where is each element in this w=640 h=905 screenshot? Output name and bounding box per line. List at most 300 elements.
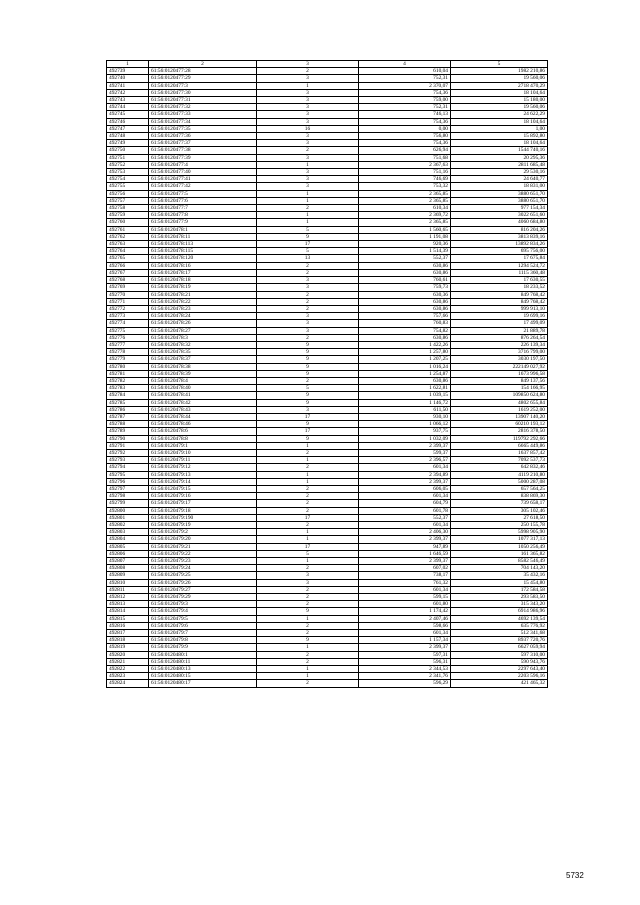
specific-value-cell: 598,66	[359, 622, 451, 629]
cadastral-value-cell: 18 233,52	[451, 284, 548, 291]
specific-value-cell: 1 254,87	[359, 370, 451, 377]
table-row	[107, 341, 548, 348]
cadastral-value-cell: 1544 740,16	[451, 147, 548, 154]
specific-value-cell: 760,83	[359, 320, 451, 327]
cadastral-number-cell: 61:56:0120479:12	[149, 464, 257, 471]
group-cell: 1	[257, 457, 359, 464]
row-number-cell: 492818	[107, 637, 149, 644]
row-number-cell: 492768	[107, 277, 149, 284]
row-number-cell: 492780	[107, 363, 149, 370]
table-row	[107, 615, 548, 622]
cadastral-number-cell: 61:56:0120478:22	[149, 298, 257, 305]
table-row	[107, 478, 548, 485]
table-row	[107, 97, 548, 104]
table-row	[107, 464, 548, 471]
specific-value-cell: 2 365,85	[359, 219, 451, 226]
cadastral-number-cell: 61:56:0120478:21	[149, 291, 257, 298]
row-number-cell: 492761	[107, 226, 149, 233]
group-cell: 1	[257, 666, 359, 673]
cadastral-number-cell: 61:56:0120479:25	[149, 572, 257, 579]
cadastral-number-cell: 61:56:0120478:24	[149, 313, 257, 320]
row-number-cell: 492764	[107, 248, 149, 255]
cadastral-number-cell: 61:56:0120478:11	[149, 233, 257, 240]
cadastral-number-cell: 61:56:0120479:190	[149, 514, 257, 521]
cadastral-value-cell: 6914 986,96	[451, 608, 548, 615]
row-number-cell: 492798	[107, 493, 149, 500]
cadastral-number-cell: 61:56:0120480:1	[149, 651, 257, 658]
cadastral-number-cell: 61:56:0120479:24	[149, 565, 257, 572]
specific-value-cell: 599,37	[359, 449, 451, 456]
cadastral-number-cell: 61:56:0120477:4	[149, 161, 257, 168]
cadastral-value-cell: 999 913,10	[451, 305, 548, 312]
cadastral-number-cell: 61:56:0120478:8	[149, 435, 257, 442]
cadastral-value-cell: 19 560,06	[451, 104, 548, 111]
row-number-cell: 492816	[107, 622, 149, 629]
cadastral-number-cell: 61:56:0120479:2	[149, 529, 257, 536]
table-body	[107, 68, 548, 687]
specific-value-cell: 601,34	[359, 630, 451, 637]
table-row	[107, 133, 548, 140]
cadastral-value-cell: 4802 655,84	[451, 399, 548, 406]
specific-value-cell: 937,75	[359, 428, 451, 435]
row-number-cell: 492812	[107, 594, 149, 601]
group-cell: 1	[257, 197, 359, 204]
group-cell: 1	[257, 536, 359, 543]
specific-value-cell: 596,29	[359, 680, 451, 687]
cadastral-number-cell: 61:56:0120478:4	[149, 377, 257, 384]
group-cell: 3	[257, 75, 359, 82]
row-number-cell: 492773	[107, 313, 149, 320]
cadastral-number-cell: 61:56:0120478:18	[149, 277, 257, 284]
row-number-cell: 492762	[107, 233, 149, 240]
cadastral-value-cell: 5998 905,90	[451, 529, 548, 536]
cadastral-number-cell: 61:56:0120480:15	[149, 673, 257, 680]
row-number-cell: 492749	[107, 140, 149, 147]
row-number-cell: 492797	[107, 485, 149, 492]
cadastral-value-cell: 18 104,64	[451, 89, 548, 96]
cadastral-number-cell: 61:56:0120479:22	[149, 550, 257, 557]
group-cell: 3	[257, 579, 359, 586]
cadastral-value-cell: 226 139,34	[451, 341, 548, 348]
cadastral-value-cell: 1,00	[451, 125, 548, 132]
cadastral-value-table	[106, 60, 548, 688]
specific-value-cell: 601,34	[359, 522, 451, 529]
cadastral-number-cell: 61:56:0120478:43	[149, 406, 257, 413]
table-row	[107, 89, 548, 96]
cadastral-number-cell: 61:56:0120479:5	[149, 615, 257, 622]
cadastral-number-cell: 61:56:0120477:30	[149, 89, 257, 96]
row-number-cell: 492784	[107, 392, 149, 399]
group-cell: 1	[257, 644, 359, 651]
specific-value-cell: 2 370,07	[359, 82, 451, 89]
specific-value-cell: 2 369,72	[359, 212, 451, 219]
group-cell: 2	[257, 601, 359, 608]
row-number-cell: 492774	[107, 320, 149, 327]
specific-value-cell: 754,36	[359, 89, 451, 96]
group-cell: 2	[257, 658, 359, 665]
row-number-cell: 492789	[107, 428, 149, 435]
specific-value-cell: 1 157,34	[359, 637, 451, 644]
specific-value-cell: 599,15	[359, 594, 451, 601]
cadastral-value-cell: 161 365,82	[451, 550, 548, 557]
specific-value-cell: 1 016,24	[359, 363, 451, 370]
specific-value-cell: 1 207,25	[359, 356, 451, 363]
group-cell: 1	[257, 82, 359, 89]
group-cell: 2	[257, 449, 359, 456]
cadastral-value-cell: 4119 210,80	[451, 471, 548, 478]
row-number-cell: 492739	[107, 68, 149, 75]
specific-value-cell: 752,31	[359, 75, 451, 82]
group-cell: 16	[257, 125, 359, 132]
group-cell: 3	[257, 97, 359, 104]
cadastral-value-cell: 29 530,16	[451, 169, 548, 176]
specific-value-cell: 2 406,30	[359, 529, 451, 536]
group-cell: 1	[257, 471, 359, 478]
group-cell: 1	[257, 673, 359, 680]
specific-value-cell: 751,68	[359, 154, 451, 161]
cadastral-value-cell: 8937 720,76	[451, 637, 548, 644]
group-cell: 3	[257, 140, 359, 147]
specific-value-cell: 610,04	[359, 68, 451, 75]
row-number-cell: 492805	[107, 543, 149, 550]
table-row	[107, 226, 548, 233]
table-row	[107, 572, 548, 579]
cadastral-number-cell: 61:56:0120479:8	[149, 637, 257, 644]
group-cell: 9	[257, 399, 359, 406]
specific-value-cell: 1 622,81	[359, 385, 451, 392]
specific-value-cell: 2 399,37	[359, 442, 451, 449]
cadastral-value-cell: 13907 140,20	[451, 413, 548, 420]
group-cell: 2	[257, 493, 359, 500]
group-cell: 9	[257, 356, 359, 363]
group-cell: 17	[257, 413, 359, 420]
table-row	[107, 385, 548, 392]
row-number-cell: 492813	[107, 601, 149, 608]
cadastral-value-cell: 642 832,46	[451, 464, 548, 471]
group-cell: 3	[257, 406, 359, 413]
cadastral-number-cell: 61:56:0120479:16	[149, 493, 257, 500]
cadastral-number-cell: 61:56:0120478:115	[149, 248, 257, 255]
specific-value-cell: 754,82	[359, 327, 451, 334]
specific-value-cell: 1 039,15	[359, 392, 451, 399]
group-cell: 1	[257, 442, 359, 449]
group-cell: 2	[257, 291, 359, 298]
row-number-cell: 492792	[107, 449, 149, 456]
row-number-cell: 492752	[107, 161, 149, 168]
group-cell: 2	[257, 522, 359, 529]
row-number-cell: 492815	[107, 615, 149, 622]
cadastral-value-cell: 849 768,42	[451, 291, 548, 298]
row-number-cell: 492817	[107, 630, 149, 637]
group-cell: 5	[257, 248, 359, 255]
row-number-cell: 492823	[107, 673, 149, 680]
cadastral-value-cell: 8582 546,49	[451, 558, 548, 565]
cadastral-value-cell: 849 768,42	[451, 298, 548, 305]
table-row	[107, 183, 548, 190]
table-row	[107, 255, 548, 262]
cadastral-value-cell: 1673 996,58	[451, 370, 548, 377]
cadastral-number-cell: 61:56:0120479:3	[149, 601, 257, 608]
cadastral-value-cell: 154 166,95	[451, 385, 548, 392]
cadastral-number-cell: 61:56:0120477:38	[149, 147, 257, 154]
specific-value-cell: 630,86	[359, 305, 451, 312]
cadastral-number-cell: 61:56:0120477:7	[149, 205, 257, 212]
cadastral-value-cell: 119792 292,66	[451, 435, 548, 442]
cadastral-value-cell: 3880 651,70	[451, 197, 548, 204]
specific-value-cell: 630,86	[359, 334, 451, 341]
row-number-cell: 492807	[107, 558, 149, 565]
row-number-cell: 492745	[107, 111, 149, 118]
group-cell: 1	[257, 219, 359, 226]
group-cell: 3	[257, 313, 359, 320]
row-number-cell: 492821	[107, 658, 149, 665]
specific-value-cell: 552,37	[359, 255, 451, 262]
table-row	[107, 125, 548, 132]
table-row	[107, 413, 548, 420]
header-col-3: 3	[257, 61, 359, 68]
row-number-cell: 492742	[107, 89, 149, 96]
group-cell: 2	[257, 205, 359, 212]
table-row	[107, 277, 548, 284]
specific-value-cell: 597,31	[359, 651, 451, 658]
specific-value-cell: 930,10	[359, 413, 451, 420]
cadastral-value-cell: 739 658,17	[451, 500, 548, 507]
table-row	[107, 212, 548, 219]
group-cell: 5	[257, 385, 359, 392]
cadastral-number-cell: 61:56:0120479:15	[149, 485, 257, 492]
cadastral-number-cell: 61:56:0120479:4	[149, 608, 257, 615]
cadastral-number-cell: 61:56:0120478:38	[149, 363, 257, 370]
cadastral-number-cell: 61:56:0120479:11	[149, 457, 257, 464]
row-number-cell: 492801	[107, 514, 149, 521]
group-cell: 9	[257, 421, 359, 428]
table-row	[107, 334, 548, 341]
cadastral-value-cell: 15 454,80	[451, 579, 548, 586]
group-cell: 3	[257, 320, 359, 327]
table-row	[107, 205, 548, 212]
group-cell: 1	[257, 529, 359, 536]
cadastral-value-cell: 27 618,50	[451, 514, 548, 521]
cadastral-number-cell: 61:56:0120478:27	[149, 327, 257, 334]
specific-value-cell: 601,78	[359, 507, 451, 514]
specific-value-cell: 630,36	[359, 291, 451, 298]
cadastral-value-cell: 24 622,29	[451, 111, 548, 118]
table-row	[107, 190, 548, 197]
row-number-cell: 492804	[107, 536, 149, 543]
group-cell: 2	[257, 464, 359, 471]
specific-value-cell: 1 422,26	[359, 341, 451, 348]
cadastral-number-cell: 61:56:0120479:9	[149, 644, 257, 651]
specific-value-cell: 610,34	[359, 205, 451, 212]
row-number-cell: 492777	[107, 341, 149, 348]
table-row	[107, 406, 548, 413]
group-cell: 2	[257, 334, 359, 341]
cadastral-value-cell: 35 432,16	[451, 572, 548, 579]
table-row	[107, 449, 548, 456]
table-row	[107, 118, 548, 125]
row-number-cell: 492800	[107, 507, 149, 514]
group-cell: 3	[257, 133, 359, 140]
specific-value-cell: 630,86	[359, 377, 451, 384]
cadastral-number-cell: 61:56:0120477:31	[149, 97, 257, 104]
cadastral-number-cell: 61:56:0120477:32	[149, 104, 257, 111]
cadastral-number-cell: 61:56:0120478:17	[149, 269, 257, 276]
group-cell: 3	[257, 104, 359, 111]
specific-value-cell: 0,00	[359, 125, 451, 132]
table-row	[107, 377, 548, 384]
group-cell: 3	[257, 89, 359, 96]
table-row	[107, 558, 548, 565]
row-number-cell: 492786	[107, 406, 149, 413]
cadastral-number-cell: 61:56:0120478:16	[149, 262, 257, 269]
table-row	[107, 457, 548, 464]
cadastral-number-cell: 61:56:0120479:10	[149, 449, 257, 456]
specific-value-cell: 753,32	[359, 183, 451, 190]
specific-value-cell: 2 367,63	[359, 161, 451, 168]
group-cell: 2	[257, 594, 359, 601]
row-number-cell: 492747	[107, 125, 149, 132]
cadastral-number-cell: 61:56:0120478:44	[149, 413, 257, 420]
group-cell: 3	[257, 118, 359, 125]
group-cell: 9	[257, 341, 359, 348]
cadastral-number-cell: 61:56:0120477:34	[149, 118, 257, 125]
cadastral-value-cell: 6665 449,86	[451, 442, 548, 449]
table-row	[107, 586, 548, 593]
specific-value-cell: 757,66	[359, 313, 451, 320]
table-row	[107, 493, 548, 500]
cadastral-value-cell: 512 341,68	[451, 630, 548, 637]
cadastral-value-cell: 3716 799,00	[451, 349, 548, 356]
specific-value-cell: 1 191,08	[359, 233, 451, 240]
cadastral-value-cell: 7092 537,73	[451, 457, 548, 464]
table-row	[107, 197, 548, 204]
row-number-cell: 492788	[107, 421, 149, 428]
specific-value-cell: 2 399,37	[359, 536, 451, 543]
cadastral-value-cell: 172 584,58	[451, 586, 548, 593]
table-row	[107, 349, 548, 356]
table-row	[107, 327, 548, 334]
specific-value-cell: 920,36	[359, 241, 451, 248]
cadastral-value-cell: 1115 360,48	[451, 269, 548, 276]
group-cell: 2	[257, 262, 359, 269]
specific-value-cell: 751,16	[359, 169, 451, 176]
row-number-cell: 492760	[107, 219, 149, 226]
table-row	[107, 233, 548, 240]
cadastral-value-cell: 18 104,64	[451, 118, 548, 125]
specific-value-cell: 630,86	[359, 269, 451, 276]
group-cell: 9	[257, 233, 359, 240]
specific-value-cell: 1 146,72	[359, 399, 451, 406]
cadastral-number-cell: 61:56:0120477:9	[149, 219, 257, 226]
cadastral-number-cell: 61:56:0120478:41	[149, 392, 257, 399]
specific-value-cell: 604,79	[359, 500, 451, 507]
row-number-cell: 492754	[107, 176, 149, 183]
cadastral-number-cell: 61:56:0120478:26	[149, 320, 257, 327]
table-row	[107, 622, 548, 629]
group-cell: 2	[257, 565, 359, 572]
cadastral-number-cell: 61:56:0120479:7	[149, 630, 257, 637]
cadastral-number-cell: 61:56:0120478:23	[149, 305, 257, 312]
header-col-2: 2	[149, 61, 257, 68]
row-number-cell: 492743	[107, 97, 149, 104]
cadastral-number-cell: 61:56:0120477:3	[149, 82, 257, 89]
specific-value-cell: 2 396,57	[359, 457, 451, 464]
page-number: 5732	[566, 871, 584, 880]
specific-value-cell: 2 399,37	[359, 558, 451, 565]
cadastral-number-cell: 61:56:0120480:13	[149, 666, 257, 673]
row-number-cell: 492802	[107, 522, 149, 529]
cadastral-value-cell: 293 583,50	[451, 594, 548, 601]
row-number-cell: 492783	[107, 385, 149, 392]
cadastral-value-cell: 19 560,06	[451, 75, 548, 82]
group-cell: 2	[257, 377, 359, 384]
specific-value-cell: 760,61	[359, 277, 451, 284]
header-col-1: 1	[107, 61, 149, 68]
group-cell: 1	[257, 558, 359, 565]
cadastral-value-cell: 838 869,30	[451, 493, 548, 500]
cadastral-value-cell: 1294 524,72	[451, 262, 548, 269]
specific-value-cell: 756,80	[359, 133, 451, 140]
row-number-cell: 492740	[107, 75, 149, 82]
cadastral-value-cell: 2811 685,48	[451, 161, 548, 168]
specific-value-cell: 2 394,89	[359, 471, 451, 478]
cadastral-number-cell: 61:56:0120480:17	[149, 680, 257, 687]
table-row	[107, 320, 548, 327]
row-number-cell: 492765	[107, 255, 149, 262]
row-number-cell: 492806	[107, 550, 149, 557]
cadastral-number-cell: 61:56:0120479:29	[149, 594, 257, 601]
cadastral-number-cell: 61:56:0120478:19	[149, 284, 257, 291]
cadastral-value-cell: 315 343,20	[451, 601, 548, 608]
group-cell: 9	[257, 608, 359, 615]
table-row	[107, 529, 548, 536]
specific-value-cell: 596,31	[359, 658, 451, 665]
cadastral-value-cell: 5000 287,08	[451, 478, 548, 485]
row-number-cell: 492790	[107, 435, 149, 442]
specific-value-cell: 759,00	[359, 97, 451, 104]
group-cell: 1	[257, 478, 359, 485]
specific-value-cell: 607,02	[359, 565, 451, 572]
table-row	[107, 248, 548, 255]
group-cell: 2	[257, 500, 359, 507]
table-row	[107, 500, 548, 507]
group-cell: 3	[257, 277, 359, 284]
group-cell: 2	[257, 622, 359, 629]
group-cell: 2	[257, 269, 359, 276]
row-number-cell: 492775	[107, 327, 149, 334]
cadastral-number-cell: 61:56:0120479:21	[149, 543, 257, 550]
group-cell: 2	[257, 651, 359, 658]
group-cell: 2	[257, 630, 359, 637]
cadastral-value-cell: 20 295,36	[451, 154, 548, 161]
cadastral-number-cell: 61:56:0120477:40	[149, 169, 257, 176]
cadastral-value-cell: 816 204,26	[451, 226, 548, 233]
cadastral-value-cell: 1077 317,13	[451, 536, 548, 543]
group-cell: 5	[257, 550, 359, 557]
cadastral-number-cell: 61:56:0120478:40	[149, 385, 257, 392]
row-number-cell: 492799	[107, 500, 149, 507]
cadastral-number-cell: 61:56:0120479:18	[149, 507, 257, 514]
table-row	[107, 140, 548, 147]
table-row	[107, 298, 548, 305]
cadastral-number-cell: 61:56:0120477:35	[149, 125, 257, 132]
group-cell: 9	[257, 392, 359, 399]
table-row	[107, 176, 548, 183]
table-row	[107, 147, 548, 154]
cadastral-number-cell: 61:56:0120478:42	[149, 399, 257, 406]
cadastral-number-cell: 61:56:0120479:23	[149, 558, 257, 565]
table-row	[107, 666, 548, 673]
